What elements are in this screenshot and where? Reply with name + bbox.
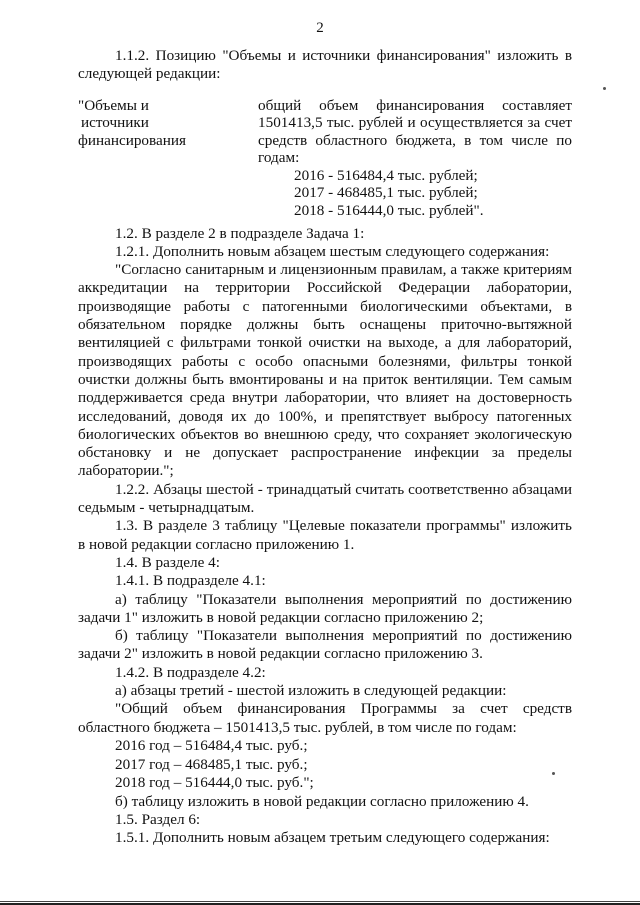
- paragraph: 1.4.2. В подразделе 4.2:: [115, 663, 266, 681]
- paragraph: б) таблицу "Показатели выполнения мероприятий по достижению задачи 2" изложить в новой редакции согласно приложению 3.: [78, 627, 572, 663]
- year-line: 2016 год – 516484,4 тыс. руб.;: [115, 736, 308, 754]
- paragraph: 1.4. В разделе 4:: [115, 553, 220, 571]
- table-left-cell: [78, 97, 238, 150]
- paragraph: "Общий объем финансирования Программы за счет средств областного бюджета – 1501413,5 тыс. рублей, в том числе по годам:: [78, 700, 572, 736]
- paragraph: 1.2.1. Дополнить новым абзацем шестым следующего содержания:: [115, 242, 550, 260]
- table-right-cell: [258, 97, 572, 220]
- scan-dot: [552, 772, 555, 775]
- year-line: 2018 год – 516444,0 тыс. руб.";: [115, 774, 314, 792]
- scan-dot: [603, 87, 606, 90]
- table-right-text: общий объем финансирования составляет 1501413,5 тыс. рублей и осуществляется за счет средств областного бюджета, в том числе по годам:: [258, 96, 572, 167]
- paragraph: а) абзацы третий - шестой изложить в следующей редакции:: [115, 682, 507, 700]
- paragraph: 1.2.2. Абзацы шестой - тринадцатый считать соответственно абзацами седьмым - четырнадцатым.: [78, 480, 572, 517]
- scan-edge-line: [0, 901, 640, 902]
- year-line: 2017 год – 468485,1 тыс. руб.;: [115, 755, 308, 773]
- page-number: 2: [316, 20, 324, 36]
- paragraph: 1.5.1. Дополнить новым абзацем третьим следующего содержания:: [115, 829, 550, 847]
- table-left-line: "Объемы и: [78, 96, 149, 114]
- table-year-line: 2017 - 468485,1 тыс. рублей;: [294, 184, 478, 202]
- intro-paragraph: 1.1.2. Позицию "Объемы и источники финансирования" изложить в следующей редакции:: [78, 47, 572, 83]
- paragraph: а) таблицу "Показатели выполнения мероприятий по достижению задачи 1" изложить в новой редакции согласно приложению 2;: [78, 590, 572, 626]
- table-left-line: источники: [81, 114, 149, 132]
- table-year-line: 2018 - 516444,0 тыс. рублей".: [294, 201, 484, 219]
- document-body: [78, 47, 572, 848]
- paragraph: "Согласно санитарным и лицензионным правилам, а также критериям аккредитации на территории Российской Федерации лаборатории, производящие работы с патогенными биологическими объектами, в обязательном порядке должны быть оснащены приточно-вытяжной вентиляцией с фильтрами тонкой очистки на выходе, а для лабораторий, производящих работы с особо опасными болезнями, фильтры тонкой очистки должны быть вмонтированы и на приток вентиляции. Тем самым поддерживается среда внутри лаборатории, что влияет на достоверность исследований, доводя их до 100%, и препятствует выбросу патогенных биологических объектов во внешнюю среду, что сохраняет экологическую обстановку и не допускает распространение инфекции за пределы лаборатории.";: [78, 261, 572, 480]
- paragraph: 1.3. В разделе 3 таблицу "Целевые показатели программы" изложить в новой редакции согласно приложению 1.: [78, 517, 572, 553]
- table-left-line: финансирования: [78, 131, 186, 149]
- paragraph: б) таблицу изложить в новой редакции согласно приложению 4.: [115, 792, 529, 810]
- financing-table: [78, 97, 572, 225]
- paragraph: 1.2. В разделе 2 в подразделе Задача 1:: [115, 224, 365, 242]
- paragraph: 1.5. Раздел 6:: [115, 810, 201, 828]
- table-year-line: 2016 - 516484,4 тыс. рублей;: [294, 166, 478, 184]
- paragraph: 1.4.1. В подразделе 4.1:: [115, 572, 266, 590]
